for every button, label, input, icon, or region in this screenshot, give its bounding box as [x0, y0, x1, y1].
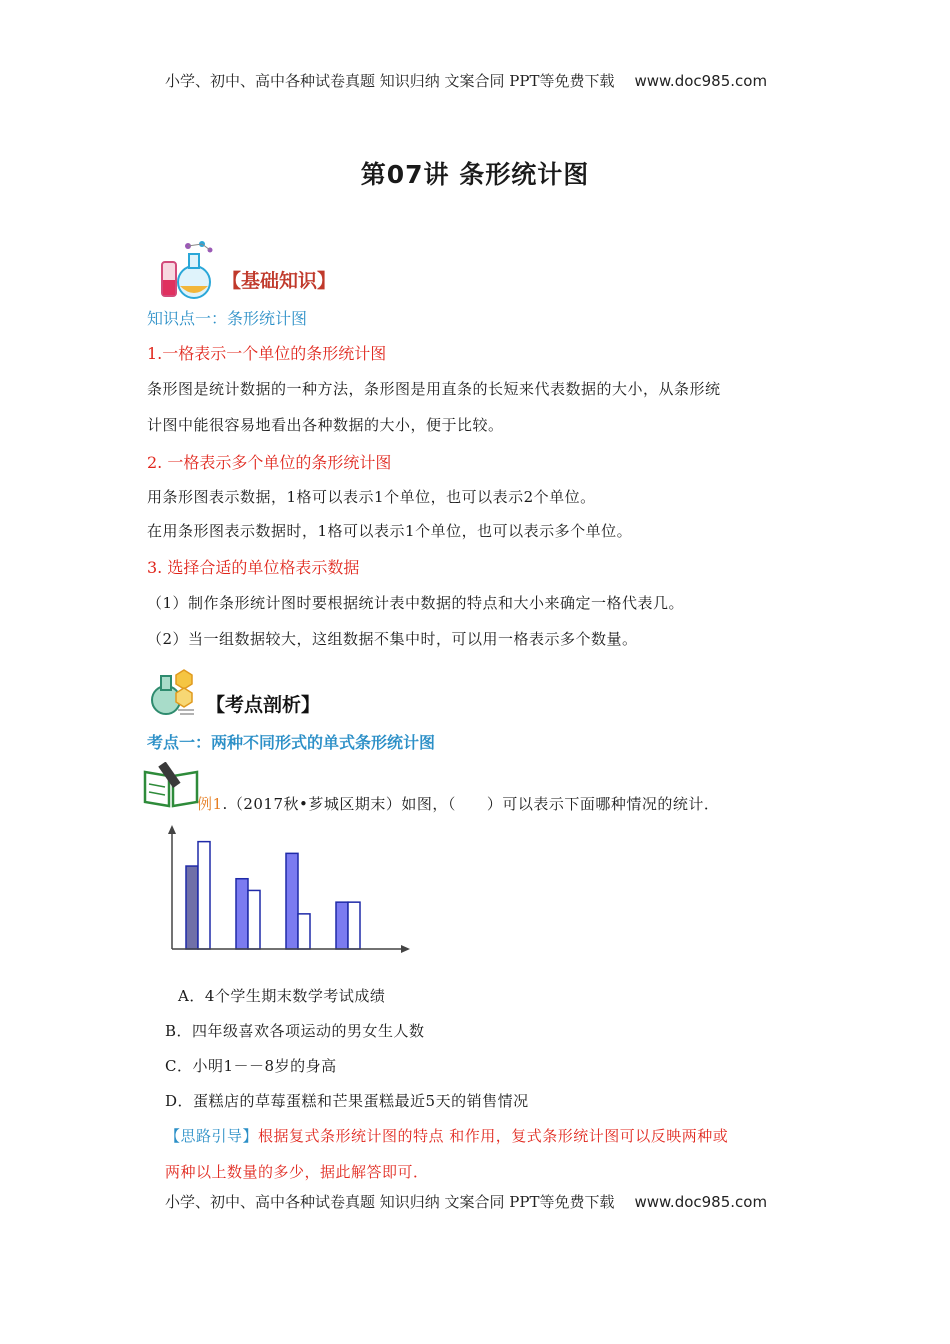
- page-footer: [165, 1191, 767, 1212]
- paragraph-3b: （2）当一组数据较大，这组数据不集中时，可以用一格表示多个数量。: [147, 630, 638, 648]
- hint-line-2: 两种以上数量的多少，据此解答即可．: [165, 1163, 429, 1181]
- bar-filled-4: [336, 902, 348, 949]
- bars-group: [186, 842, 360, 949]
- exam-point-1: 考点一：两种不同形式的单式条形统计图: [147, 733, 436, 752]
- header-site[interactable]: www.doc985.com: [634, 72, 768, 90]
- paragraph-2a: 用条形图表示数据，1格可以表示1个单位，也可以表示2个单位。: [147, 488, 596, 506]
- flask-icon: [158, 240, 220, 300]
- example-question: [197, 793, 719, 814]
- knowledge-point-1: 知识点一：条形统计图: [147, 309, 308, 328]
- paragraph-2b: 在用条形图表示数据时，1格可以表示1个单位，也可以表示多个单位。: [147, 522, 633, 540]
- book-pencil-icon: [143, 762, 199, 808]
- bar-filled-2: [236, 879, 248, 949]
- hint-label: 【思路引导】: [165, 1127, 259, 1145]
- hint-line-1: [165, 1125, 728, 1146]
- example-text: .（2017秋•芗城区期末）如图，（ ）可以表示下面哪种情况的统计．: [222, 795, 720, 813]
- bar-outline-2: [248, 890, 260, 949]
- paragraph-1a: 条形图是统计数据的一种方法，条形图是用直条的长短来代表数据的大小，从条形统: [147, 380, 721, 398]
- bar-outline-4: [348, 902, 360, 949]
- option-b[interactable]: B．四年级喜欢各项运动的男女生人数: [165, 1022, 425, 1040]
- paragraph-3a: （1）制作条形统计图时要根据统计表中数据的特点和大小来确定一格代表几。: [147, 594, 685, 612]
- section-basic-heading: 【基础知识】: [222, 270, 337, 292]
- beaker-icon: [148, 668, 196, 718]
- bar-outline-3: [298, 914, 310, 949]
- subheading-3: 3. 选择合适的单位格表示数据: [147, 558, 360, 577]
- bar-chart: [160, 822, 420, 954]
- y-axis-arrow: [168, 825, 176, 834]
- hint-text-a: 根据复式条形统计图的特点 和作用，复式条形统计图可以反映两种或: [258, 1127, 729, 1145]
- option-a[interactable]: A．4个学生期末数学考试成绩: [178, 987, 386, 1005]
- page-title: 第07讲 条形统计图: [360, 160, 590, 189]
- footer-text: 小学、初中、高中各种试卷真题 知识归纳 文案合同 PPT等免费下载: [165, 1193, 615, 1211]
- option-d[interactable]: D．蛋糕店的草莓蛋糕和芒果蛋糕最近5天的销售情况: [165, 1092, 529, 1110]
- subheading-2: 2. 一格表示多个单位的条形统计图: [147, 453, 392, 472]
- x-axis-arrow: [401, 945, 410, 953]
- section-analysis-heading: 【考点剖析】: [206, 694, 321, 716]
- option-c[interactable]: C．小明1－－8岁的身高: [165, 1057, 337, 1075]
- subheading-1: 1.一格表示一个单位的条形统计图: [147, 344, 387, 363]
- bar-filled-3: [286, 853, 298, 949]
- example-label: 例1: [197, 795, 223, 813]
- page-header: [165, 70, 767, 91]
- paragraph-1b: 计图中能很容易地看出各种数据的大小，便于比较。: [147, 416, 504, 434]
- bar-filled-1: [186, 866, 198, 949]
- header-text: 小学、初中、高中各种试卷真题 知识归纳 文案合同 PPT等免费下载: [165, 72, 615, 90]
- footer-site[interactable]: www.doc985.com: [634, 1193, 768, 1211]
- bar-outline-1: [198, 842, 210, 949]
